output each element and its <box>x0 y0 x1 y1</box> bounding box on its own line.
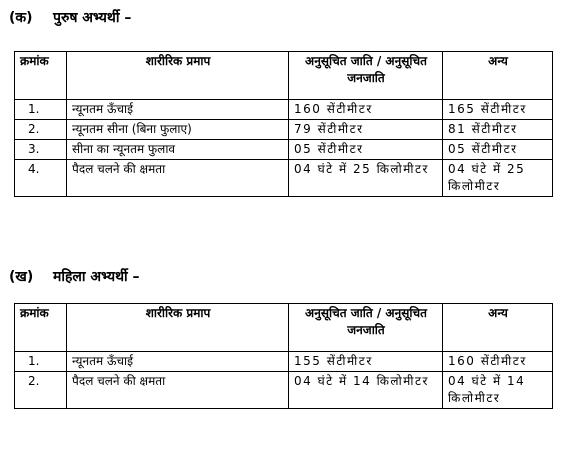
section-heading-female <box>9 267 140 286</box>
row-other-value: 165 सेंटीमीटर <box>443 100 553 120</box>
row-other-value: 04 घंटे में 25 किलोमीटर <box>443 160 553 197</box>
table-header-row <box>15 52 553 100</box>
row-criterion: न्यूनतम ऊँचाई <box>67 100 289 120</box>
section-marker: (ख) <box>9 269 34 285</box>
row-criterion: न्यूनतम ऊँचाई <box>67 352 289 372</box>
section-title: पुरुष अभ्यर्थी – <box>53 10 132 26</box>
header-other: अन्य <box>443 304 553 352</box>
row-serial: 2. <box>15 120 67 140</box>
table-row <box>15 352 553 372</box>
row-sc-st-value: 155 सेंटीमीटर <box>289 352 443 372</box>
header-serial: क्रमांक <box>15 304 67 352</box>
male-standards-table <box>14 51 553 197</box>
section-title: महिला अभ्यर्थी – <box>53 269 140 285</box>
row-other-value: 81 सेंटीमीटर <box>443 120 553 140</box>
table-row <box>15 140 553 160</box>
row-serial: 3. <box>15 140 67 160</box>
row-criterion: पैदल चलने की क्षमता <box>67 160 289 197</box>
row-sc-st-value: 79 सेंटीमीटर <box>289 120 443 140</box>
table-header-row <box>15 304 553 352</box>
female-standards-table <box>14 303 553 409</box>
header-serial: क्रमांक <box>15 52 67 100</box>
row-serial: 4. <box>15 160 67 197</box>
header-criterion: शारीरिक प्रमाप <box>67 304 289 352</box>
row-serial: 1. <box>15 100 67 120</box>
header-sc-st: अनुसूचित जाति / अनुसूचित जनजाति <box>289 304 443 352</box>
table-row <box>15 372 553 409</box>
header-other: अन्य <box>443 52 553 100</box>
header-sc-st: अनुसूचित जाति / अनुसूचित जनजाति <box>289 52 443 100</box>
table-row <box>15 120 553 140</box>
header-criterion: शारीरिक प्रमाप <box>67 52 289 100</box>
table-row <box>15 160 553 197</box>
row-sc-st-value: 04 घंटे में 25 किलोमीटर <box>289 160 443 197</box>
row-criterion: न्यूनतम सीना (बिना फुलाए) <box>67 120 289 140</box>
section-heading-male <box>9 8 131 27</box>
section-marker: (क) <box>9 10 33 26</box>
row-serial: 2. <box>15 372 67 409</box>
table-row <box>15 100 553 120</box>
row-other-value: 04 घंटे में 14 किलोमीटर <box>443 372 553 409</box>
row-criterion: पैदल चलने की क्षमता <box>67 372 289 409</box>
row-other-value: 05 सेंटीमीटर <box>443 140 553 160</box>
row-criterion: सीना का न्यूनतम फुलाव <box>67 140 289 160</box>
row-serial: 1. <box>15 352 67 372</box>
row-sc-st-value: 04 घंटे में 14 किलोमीटर <box>289 372 443 409</box>
row-other-value: 160 सेंटीमीटर <box>443 352 553 372</box>
row-sc-st-value: 05 सेंटीमीटर <box>289 140 443 160</box>
row-sc-st-value: 160 सेंटीमीटर <box>289 100 443 120</box>
